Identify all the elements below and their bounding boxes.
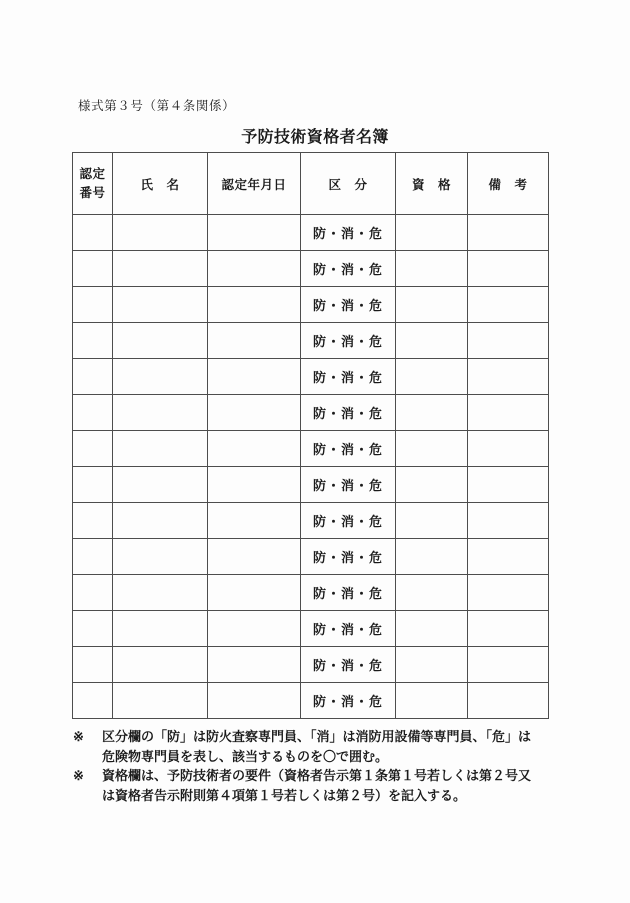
cell-cert-number xyxy=(73,575,113,611)
header-qualification: 資 格 xyxy=(396,153,468,215)
header-cert-number xyxy=(73,153,113,215)
cell-category: 防・消・危 xyxy=(301,359,396,395)
cell-name xyxy=(113,467,208,503)
cell-category: 防・消・危 xyxy=(301,539,396,575)
cell-remarks xyxy=(468,323,549,359)
cell-qualification xyxy=(396,611,468,647)
roster-table xyxy=(72,152,549,719)
cell-cert-date xyxy=(208,683,301,719)
cell-cert-number xyxy=(73,359,113,395)
cell-cert-number xyxy=(73,323,113,359)
cell-remarks xyxy=(468,575,549,611)
roster-table-body xyxy=(73,215,549,719)
cell-cert-number xyxy=(73,503,113,539)
header-cert-date: 認定年月日 xyxy=(208,153,301,215)
cell-name xyxy=(113,647,208,683)
document-title: 予防技術資格者名簿 xyxy=(241,129,389,146)
cell-remarks xyxy=(468,359,549,395)
note-qualification-text xyxy=(102,766,551,805)
cell-remarks xyxy=(468,431,549,467)
cell-qualification xyxy=(396,575,468,611)
cell-cert-date xyxy=(208,647,301,683)
cell-remarks xyxy=(468,503,549,539)
reference-mark-icon: ※ xyxy=(73,768,84,784)
cell-category: 防・消・危 xyxy=(301,611,396,647)
cell-remarks xyxy=(468,215,549,251)
cell-remarks xyxy=(468,647,549,683)
cell-qualification xyxy=(396,359,468,395)
table-row xyxy=(73,467,549,503)
cell-category: 防・消・危 xyxy=(301,251,396,287)
cell-category: 防・消・危 xyxy=(301,647,396,683)
header-cert-number-text xyxy=(73,165,112,203)
notes-section xyxy=(73,727,551,805)
cell-cert-date xyxy=(208,539,301,575)
cell-cert-date xyxy=(208,359,301,395)
cell-qualification xyxy=(396,467,468,503)
cell-remarks xyxy=(468,395,549,431)
cell-name xyxy=(113,503,208,539)
cell-name xyxy=(113,539,208,575)
cell-remarks xyxy=(468,611,549,647)
cell-qualification xyxy=(396,323,468,359)
table-row xyxy=(73,215,549,251)
cell-cert-number xyxy=(73,611,113,647)
cell-qualification xyxy=(396,503,468,539)
cell-name xyxy=(113,215,208,251)
cell-category: 防・消・危 xyxy=(301,323,396,359)
cell-name xyxy=(113,575,208,611)
note-category-legend xyxy=(73,727,551,766)
note-line: 資格欄は、予防技術者の要件（資格者告示第１条第１号若しくは第２号又 xyxy=(102,768,532,784)
note-qualification-instruction xyxy=(73,766,551,805)
table-row xyxy=(73,395,549,431)
cell-remarks xyxy=(468,251,549,287)
cell-qualification xyxy=(396,251,468,287)
cell-cert-date xyxy=(208,431,301,467)
cell-cert-date xyxy=(208,467,301,503)
cell-name xyxy=(113,251,208,287)
cell-cert-number xyxy=(73,647,113,683)
note-category-text xyxy=(102,727,551,766)
cell-category: 防・消・危 xyxy=(301,431,396,467)
table-row xyxy=(73,683,549,719)
note-line: 区分欄の「防」は防火査察専門員、「消」は消防用設備等専門員、「危」は xyxy=(102,729,532,744)
cell-category: 防・消・危 xyxy=(301,683,396,719)
cell-name xyxy=(113,395,208,431)
cell-cert-date xyxy=(208,323,301,359)
table-row xyxy=(73,503,549,539)
cell-cert-date xyxy=(208,611,301,647)
cell-cert-number xyxy=(73,467,113,503)
table-row xyxy=(73,359,549,395)
header-category: 区 分 xyxy=(301,153,396,215)
header-remarks: 備 考 xyxy=(468,153,549,215)
cell-cert-number xyxy=(73,287,113,323)
cell-name xyxy=(113,323,208,359)
cell-qualification xyxy=(396,539,468,575)
cell-remarks xyxy=(468,287,549,323)
table-row xyxy=(73,611,549,647)
cell-cert-number xyxy=(73,539,113,575)
cell-qualification xyxy=(396,647,468,683)
header-cert-number-line2: 番号 xyxy=(79,185,106,200)
cell-qualification xyxy=(396,287,468,323)
cell-category: 防・消・危 xyxy=(301,215,396,251)
cell-qualification xyxy=(396,431,468,467)
cell-cert-date xyxy=(208,215,301,251)
table-row xyxy=(73,251,549,287)
note-line: 危険物専門員を表し、該当するものを〇で囲む。 xyxy=(102,748,389,764)
cell-remarks xyxy=(468,539,549,575)
cell-cert-number xyxy=(73,251,113,287)
cell-cert-number xyxy=(73,683,113,719)
cell-qualification xyxy=(396,683,468,719)
cell-cert-number xyxy=(73,431,113,467)
table-row xyxy=(73,323,549,359)
table-header-row xyxy=(73,153,549,215)
cell-name xyxy=(113,287,208,323)
header-cert-number-line1: 認定 xyxy=(79,166,106,181)
cell-cert-number xyxy=(73,395,113,431)
form-number-label: 様式第３号（第４条関係） xyxy=(78,99,236,113)
cell-category: 防・消・危 xyxy=(301,395,396,431)
cell-name xyxy=(113,359,208,395)
cell-cert-number xyxy=(73,215,113,251)
note-line: は資格者告示附則第４項第１号若しくは第２号）を記入する。 xyxy=(102,787,467,803)
cell-name xyxy=(113,683,208,719)
cell-name xyxy=(113,611,208,647)
cell-cert-date xyxy=(208,395,301,431)
reference-mark-icon: ※ xyxy=(73,729,84,744)
table-row xyxy=(73,575,549,611)
cell-cert-date xyxy=(208,287,301,323)
cell-qualification xyxy=(396,395,468,431)
cell-category: 防・消・危 xyxy=(301,287,396,323)
table-row xyxy=(73,539,549,575)
table-row xyxy=(73,647,549,683)
cell-category: 防・消・危 xyxy=(301,503,396,539)
cell-name xyxy=(113,431,208,467)
cell-remarks xyxy=(468,683,549,719)
cell-qualification xyxy=(396,215,468,251)
cell-cert-date xyxy=(208,503,301,539)
cell-cert-date xyxy=(208,575,301,611)
cell-category: 防・消・危 xyxy=(301,467,396,503)
cell-category: 防・消・危 xyxy=(301,575,396,611)
table-row xyxy=(73,287,549,323)
header-name: 氏 名 xyxy=(113,153,208,215)
table-row xyxy=(73,431,549,467)
cell-remarks xyxy=(468,467,549,503)
cell-cert-date xyxy=(208,251,301,287)
